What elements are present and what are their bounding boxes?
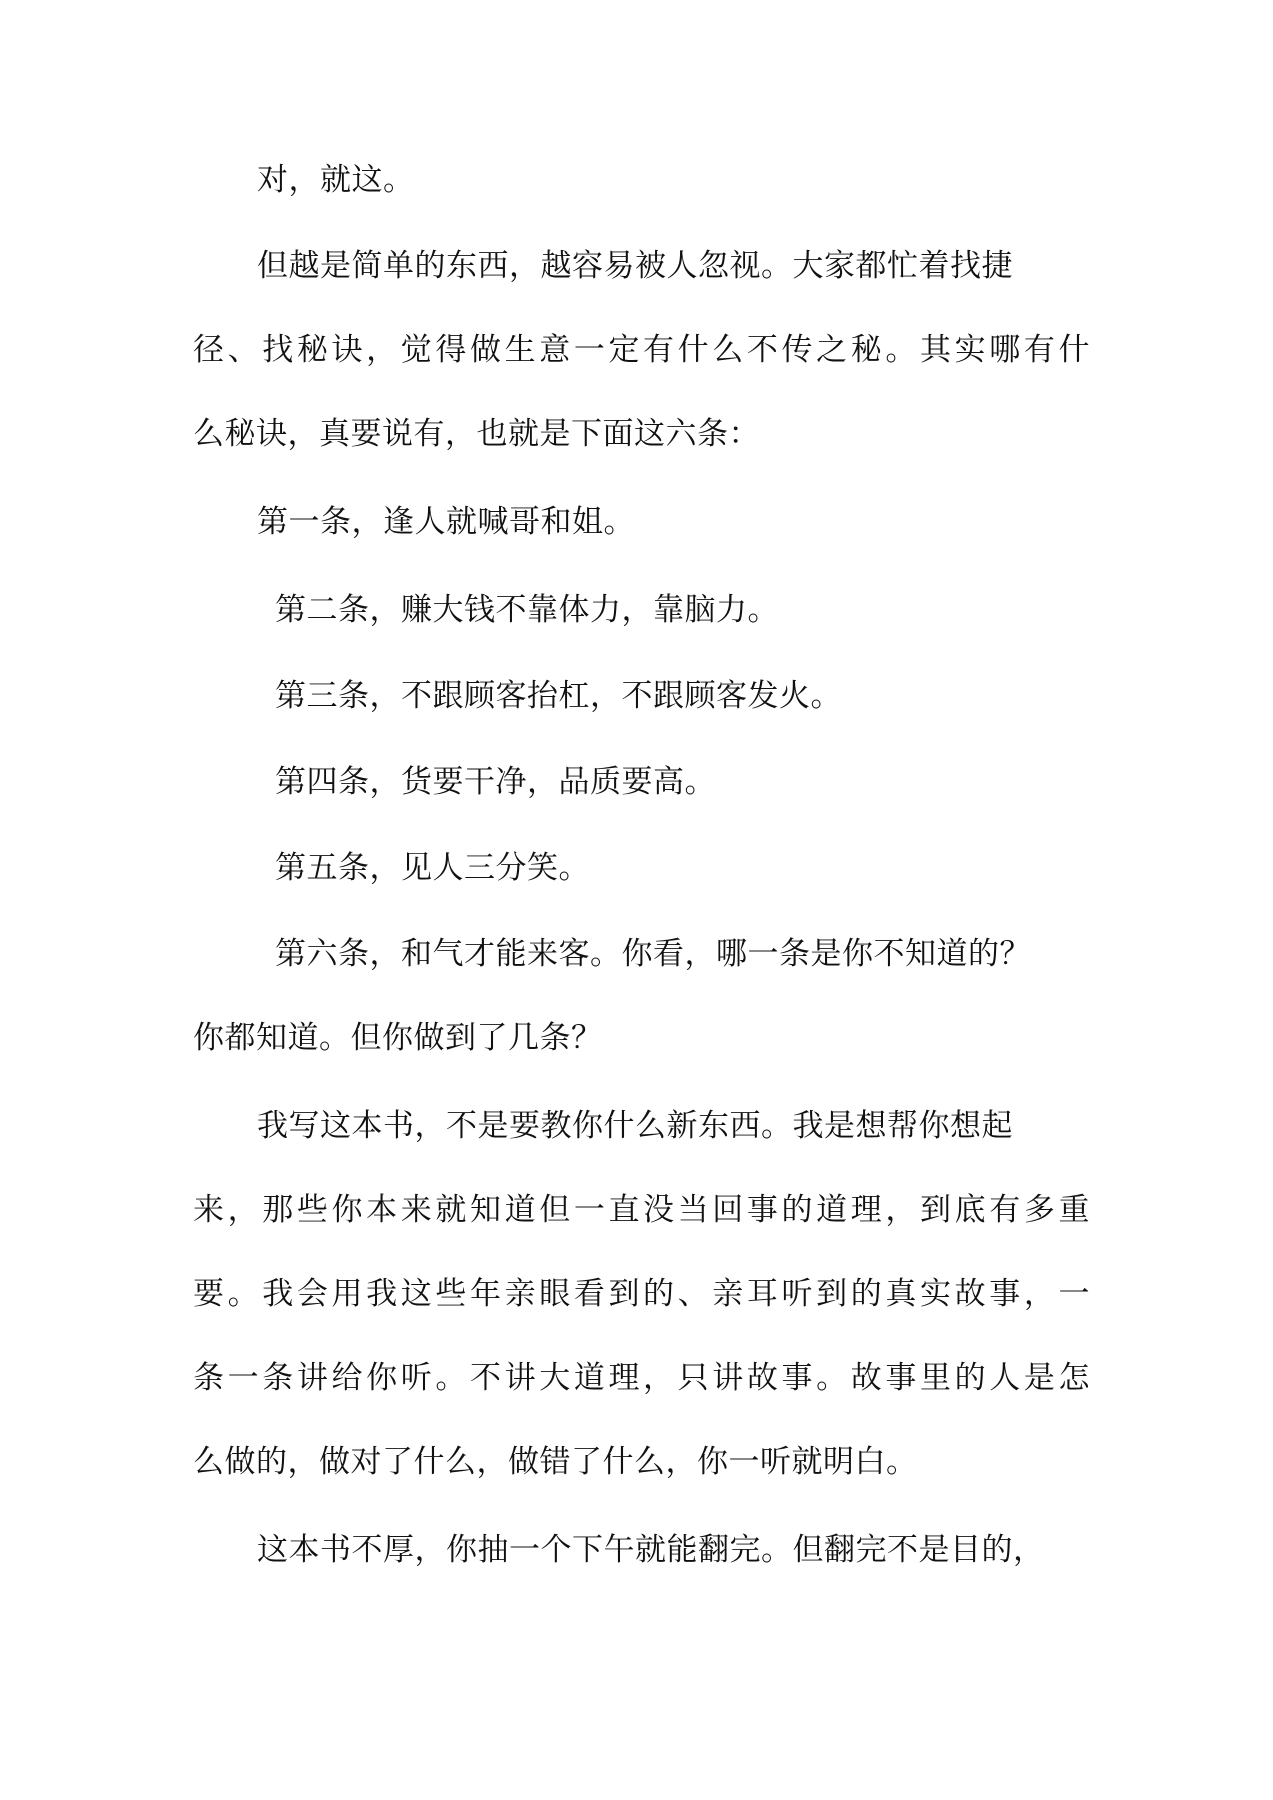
paragraph-line: 这本书不厚，你抽一个下午就能翻完。但翻完不是目的， xyxy=(257,1532,1045,1568)
rule-item-3: 第三条，不跟顾客抬杠，不跟顾客发火。 xyxy=(275,678,842,714)
paragraph-line: 么做的，做对了什么，做错了什么，你一听就明白。 xyxy=(193,1444,918,1480)
rule-item-5: 第五条，见人三分笑。 xyxy=(275,850,590,886)
rule-item-6: 第六条，和气才能来客。你看，哪一条是你不知道的？ xyxy=(275,936,1031,972)
paragraph-line: 条一条讲给你听。不讲大道理，只讲故事。故事里的人是怎 xyxy=(193,1360,1090,1396)
paragraph-line: 么秘诀，真要说有，也就是下面这六条： xyxy=(193,416,760,452)
paragraph-line: 来，那些你本来就知道但一直没当回事的道理，到底有多重 xyxy=(193,1192,1090,1228)
paragraph-line: 对，就这。 xyxy=(257,162,415,198)
paragraph-line: 径、找秘诀，觉得做生意一定有什么不传之秘。其实哪有什 xyxy=(193,332,1090,368)
rule-item-4: 第四条，货要干净，品质要高。 xyxy=(275,764,716,800)
paragraph-line: 但越是简单的东西，越容易被人忽视。大家都忙着找捷 xyxy=(257,248,1013,284)
paragraph-line: 我写这本书，不是要教你什么新东西。我是想帮你想起 xyxy=(257,1108,1013,1144)
paragraph-line: 要。我会用我这些年亲眼看到的、亲耳听到的真实故事，一 xyxy=(193,1276,1090,1312)
rule-item-2: 第二条，赚大钱不靠体力，靠脑力。 xyxy=(275,592,779,628)
rule-item-1: 第一条，逢人就喊哥和姐。 xyxy=(257,504,635,540)
paragraph-line: 你都知道。但你做到了几条？ xyxy=(193,1020,603,1056)
